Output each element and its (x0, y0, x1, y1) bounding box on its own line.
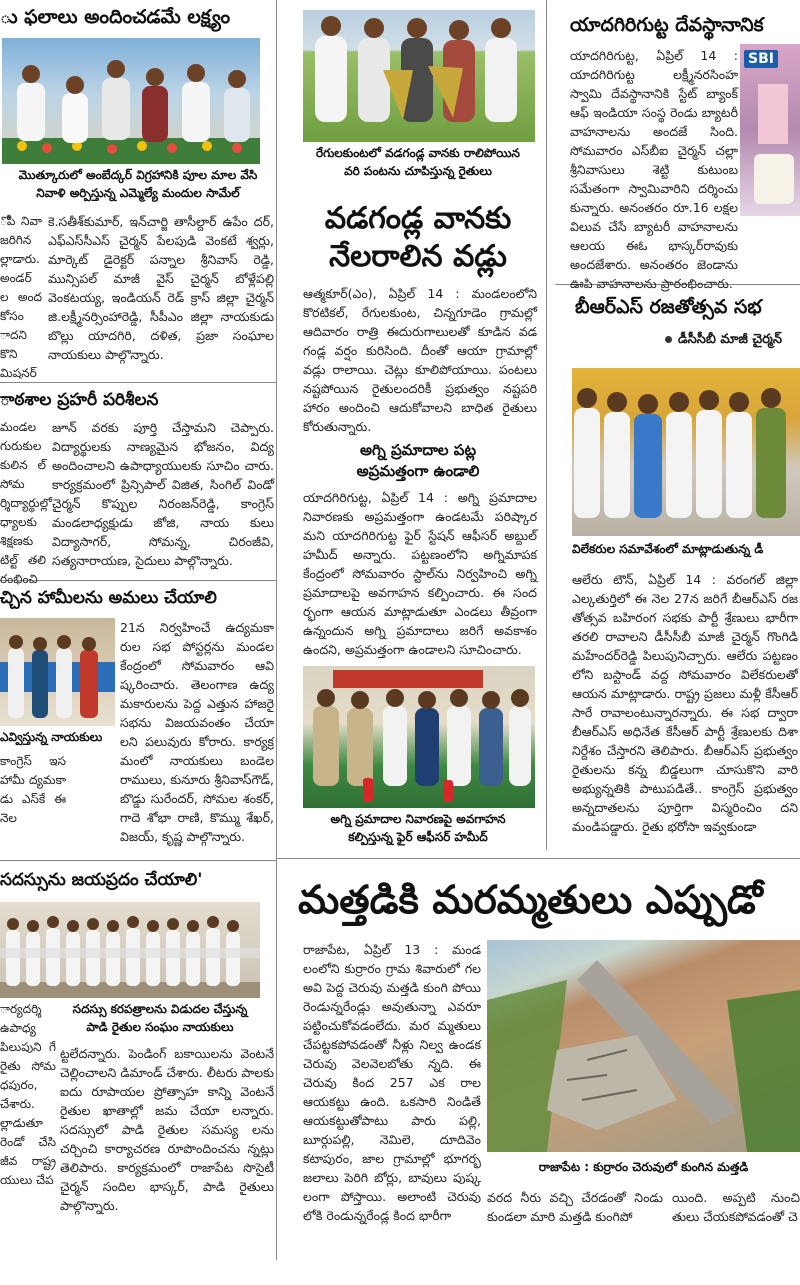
caption-damaged-weir: రాజాపేట : కుర్రారం చెరువులో కుంగిన మత్తడి (538, 1160, 749, 1174)
article-col1-s1-left: ోపి నివా జరిగిన ల్లాడారు. అండర్ ల అంద కోసం ాదని కొని మిషనర్ (0, 214, 42, 380)
headline-yadagirigutta: యాదగిరిగుట్ట దేవస్థానానిక (570, 14, 764, 36)
article-col1-s1-right: కె.సతీశ్‌కుమార్, ఇన్‌చార్జి తాసీల్దార్ ఉపేం దర్, ఎఫ్ఎస్‌సీఎస్ చైర్మన్ పేలపుడి వెంకటే శ్వర్లు, మార్కెట్ డైరెక్టర్ పన్నాల శ్రీనివాస్ రెడ్డి, మున్సిపల్ మాజీ వైస్ చైర్మన్ బోళ్లేపల్లి వెంకటయ్య, ఇండియన్ రెడ్ క్రాస్ జిల్లా చైర్మన్ జి.లక్ష్మీనర్సింహారెడ్డి, సీపీఎం జిల్లా నాయకుడు బొల్లు యాదగిరి, దళిత, ప్రజా సంఘాల నాయకులు పాల్గొన్నారు. (48, 214, 274, 362)
section-divider-col1-a (0, 382, 276, 383)
column-divider-2 (546, 0, 547, 850)
caption-line: కల్పిస్తున్న ఫైర్ ఆఫీసర్ హమీద్ (348, 830, 488, 844)
article-hailstorm: ఆత్మకూర్(ఎం), ఏప్రిల్ 14 : మండలంలోని కొరటికల్, రేగులకుంట, చిన్నగూడెం గ్రామల్లో ఆదివారం రాత్రి ఈదురుగాలులతో కూడిన వడ గండ్ల వర్షం కురిసింది. దీంతో ఆయా గ్రామాల్లో వడ్లు రాలాయి. చెట్లు కూలిపోయాయి. పంటలు నష్టపోయిన రైతులందరికీ ప్రభుత్వం నష్టపరి హారం అందించి ఆదుకోవాలని బాధిత రైతులు కోరుతున్నారు. (303, 286, 537, 434)
bullet-icon (665, 336, 672, 343)
caption-line: పాడి రైతుల సంఘం నాయకులు (86, 1020, 234, 1034)
article-col1-s3-right: 21న నిర్వహించే ఉద్యమకా రుల సభ పోస్టర్లను మండల కేంద్రంలో సోమవారం ఆవి ష్కరించారు. తెలంగాణ ఉద్య మకారులను పెద్ద ఎత్తున హాజరై సభను విజయవంతం చేయా లని పలువురు కోరారు. కార్యక్ర మంలో నాయకులు బండెల రాములు, కునూరు శ్రీనివాస్‌గౌడ్, బొడ్డు సురేందర్, సోమల శంకర్, గాదె శోభా రాణి, కొమ్ము శేఖర్, విజయ్, కృష్ణ పాల్గొన్నారు. (120, 620, 274, 844)
article-col1-s2-left: మండల గురుకుల కులిన ల్ సోమ ర్శిద్యార్థుల్లో ధ్యాలకు శిక్షణకు టిల్ట్ తలి రంభించి (0, 420, 52, 586)
press-meet-illustration (572, 368, 800, 536)
caption-col1-s4 (60, 1000, 260, 1036)
article-mattadi: రాజాపేట, ఏప్రిల్ 13 : మండ లంలోని కుర్రారం గ్రామ శివారులో గల అవి పెద్ద చెరువు మత్తడి కుంగి పోయి రెండున్నరేండ్లు అవుతున్నా ఎవరూ పట్టించుకోవడంలేదు. మర మ్మతులు చేపట్టకపోవడంతో నీళ్లు నిల్వ ఉండక చెరువు వెలవెలబోతు న్నది. ఈ చెరువు కింద 257 ఎక రాల ఆయకట్టు ఉంది. ఒకసారి నిండితే ఆయకట్టుతోపాటు పారు పల్లి, బూర్గుపల్లి, నెమిలె, దూదివెం కటాపురం, జాల గ్రామాల్లో భూగర్భ జలాలు పెరిగి బోర్లు, బావులు పుష్క లంగా పోస్తాయి. అలాంటి చెరువు లోకి రెండున్నరేండ్ల కింద భారీగా (303, 942, 481, 1223)
subheadline-fire-safety (290, 440, 546, 482)
caption-col1-s1 (0, 166, 276, 202)
photo-dairy-farmers (0, 902, 260, 998)
article-col1-s2-right: జూన్ వరకు పూర్తి చేస్తామని చెప్పారు. విద్యార్థులకు నాణ్యమైన భోజనం, విద్య అందించాలని ఉపాధ్యాయులకు సూచిం చారు. కార్యక్రమంలో ప్రిన్సిపాల్ విజిత, సింగిల్ విండో చైర్మన్ కొప్పుల నిరంజన్‌రెడ్డి, కాంగ్రెస్ మండలాధ్యక్షుడు జోజి, నాయ కులు విద్యాసాగర్, సోమన్న, చిరంజీవి, సత్యనారాయణ, సైదులు పాల్గొన్నారు. (52, 420, 274, 568)
crowd-illustration (2, 38, 260, 164)
article-col1-s3-left: కాంగ్రెస్ ఇస హామీ ద్యమకా డు ఎస్‌కే ఈ నెల (0, 754, 66, 825)
sbi-logo: SBI (744, 50, 778, 68)
article-sbi-vehicles-top: యాదగిరిగుట్ట, ఏప్రిల్ 14 : యాదగిరిగుట్ట లక్ష్మీనరసింహ స్వామి దేవస్థానానికి స్టేట్ బ్యాంక్ ఆఫ్ ఇండియా సంస్థ రెండు బ్యాటరీ వాహనాలను అందజే సింది. సోమవారం ఎస్‌బీఐ చైర్మన్ చల్లా శ్రీనివాసులు శెట్టి కుటుంబ సమేతంగా స్వామివారిని దర్శించు కున్నారు. అనంతరం రూ.16 లక్షల విలువ చేసే బ్యాటరీ వాహనాలను ఆలయ ఈఓ భాస్కర్‌రావుకు అందజేశారు. అనంతరం జెండాను ఊపి వాహనాలను ప్రారంభించారు. (570, 48, 738, 291)
headline-hailstorm (290, 200, 546, 275)
photo-paddy-farmers (303, 10, 535, 142)
article-col1-s4-left: ార్యదర్శి ఉపాధ్య పిలుపుని గే రైతు సోమ ధపురం, చేశారు. ల్లాడుతూ రెండో చేసి జీవ రాష్ట్ర యులు చేప (0, 1002, 56, 1187)
caption-line: సదస్సు కరపత్రాలను విడుదల చేస్తున్న (72, 1002, 248, 1016)
caption-fire-awareness (290, 810, 546, 846)
paddy-farmers-illustration (303, 10, 535, 142)
caption-line: మొత్కూరులో అంబేద్కర్ విగ్రహానికి పూల మాల వేసి (18, 168, 258, 182)
headline-mattadi: మత్తడికి మరమ్మతులు ఎప్పుడో (298, 877, 763, 923)
article-mattadi-tail-left: వరద నీరు వచ్చి చేరడంతో నిండు కుండలా మారి మత్తడి కుంగిపో (487, 1190, 663, 1224)
caption-line: రేగులకుంటలో వడగండ్ల వానకు రాలిపోయిన (316, 146, 520, 160)
temple-illustration (740, 44, 800, 216)
photo-press-meet (572, 368, 800, 536)
weir-illustration (487, 940, 800, 1152)
fire-officers-illustration (303, 666, 535, 808)
section-divider-col1-b (0, 580, 276, 581)
headline-col1-s3: చ్చిన హామీలను అమలు చేయాలి (0, 588, 217, 608)
photo-fire-awareness (303, 666, 535, 808)
article-fire-safety: యాదగిరిగుట్ట, ఏప్రిల్ 14 : అగ్ని ప్రమాదాల నివారణకు అప్రమత్తంగా ఉండటమే పరిష్కార మని యాదగిరిగుట్ట ఫైర్ స్టేషన్ ఆఫీసర్ అబ్దుల్ హమీద్ అన్నారు. పట్టణంలోని అగ్నిమాపక కేంద్రంలో సోమవారం స్టాల్‌ను నిర్వహించి అగ్ని ప్రమాదాలపై అవగాహన కల్పించారు. ఈ సంద ర్భంగా ఆయన మాట్లాడుతూ ఎండలు తీవ్రంగా ఉన్నందున అగ్ని ప్రమాదాలు జరిగే అవకాశం ఉందని, అప్రమత్తంగా ఉండాలని సూచించారు. (303, 490, 537, 657)
photo-damaged-weir (487, 940, 800, 1152)
article-col1-s4-right: ట్టలేదన్నారు. పెండింగ్ బకాయిలను వెంటనే చెల్లించాలని డిమాండ్ చేశారు. లీటరు పాలకు ఐదు రూపాయల ప్రోత్సాహ కాన్ని వెంటనే రైతుల ఖాతాల్లో జమ చేయా లన్నారు. సదస్సులో పాడి రైతుల సమస్య లను చర్చించి కార్యాచరణ రూపొందించను న్నట్లు తెలిపారు. కార్యక్రమంలో రాజాపేట సొసైటీ చైర్మన్ సందిల భాస్కర్, పాడి రైతులు పాల్గొన్నారు. (60, 1046, 274, 1213)
article-mattadi-tail-right: యింది. అప్పటి నుంచి తులు చేయకపోవడంతో చె (672, 1190, 800, 1224)
section-divider-col1-c (0, 860, 276, 861)
headline-col1-s4: సదస్సును జయప్రదం చేయాలి' (0, 870, 203, 890)
headline-col1-s2: ాఠశాల ప్రహరీ పరిశీలన (0, 390, 159, 410)
column-divider-1 (276, 0, 277, 860)
byline-dccb (665, 332, 800, 350)
headline-brs-rally: బీఆర్‌ఎస్ రజతోత్సవ సభ (575, 296, 762, 318)
article-brs-rally: ఆలేరు టౌన్, ఏప్రిల్ 14 : వరంగల్ జిల్లా ఎల్కతుర్తిలో ఈ నెల 27న జరిగే బీఆర్‌ఎస్ రజ తోత్సవ బహిరంగ సభకు పార్టీ శ్రేణులు భారీగా తరలి రావాలని డీసీసీబీ మాజీ చైర్మన్ గొంగిడి మహేందర్‌రెడ్డి పిలుపునిచ్చారు. ఆలేరు పట్టణం లోని బస్టాండ్ వద్ద సోమవారం విలేకరులతో ఆయన మాట్లాడారు. రాష్ట్ర ప్రజలు మళ్లీ కేసీఆర్ సారే రావాలంటున్నారన్నారు. ఈ సభ ద్వారా బీఆర్‌ఎస్ అధినేత కేసీఆర్ పార్టీ శ్రేణులకు దిశా నిర్దేశం చేస్తారని తెలిపారు. బీఆర్‌ఎస్ ప్రభుత్వం రైతులను కన్న బిడ్డలుగా చూసుకొని వారి అభ్యున్నతికి పాటుపడితే.. కాంగ్రెస్ ప్రభుత్వం అన్నదాతలను పూర్తిగా విస్మరించిం దని మండిపడ్డారు. రైతు భరోసా ఇవ్వకుండా (572, 572, 798, 834)
headline-line: వడగండ్ల వానకు (324, 201, 512, 236)
section-divider-bottom (276, 858, 800, 859)
headline-col1-s1: ు ఫలాలు అందించడమే లక్ష్యం (0, 6, 231, 28)
poster-group-illustration (0, 618, 115, 726)
caption-press-meet: విలేకరుల సమావేశంలో మాట్లాడుతున్న డీ (572, 542, 764, 556)
photo-sbi-temple (740, 44, 800, 216)
subheadline-line: అగ్ని ప్రమాదాల పట్ల (359, 441, 477, 459)
caption-line: నివాళి అర్పిస్తున్న ఎమ్మెల్యే మందుల సామేల్ (36, 186, 240, 200)
headline-line: నేలరాలిన వడ్లు (329, 238, 507, 274)
caption-line: అగ్ని ప్రమాదాల నివారణపై అవగాహన (330, 812, 506, 826)
column-divider-3 (276, 860, 277, 1260)
caption-line: వరి పంటను చూపిస్తున్న రైతులు (344, 164, 492, 178)
photo-poster-launch (0, 618, 115, 726)
byline-text: డీసీసీబీ మాజీ చైర్మన్ (678, 332, 782, 347)
subheadline-line: అప్రమత్తంగా ఉండాలి (356, 462, 480, 480)
caption-col1-s3: ఎవ్విస్తున్న నాయకులు (0, 730, 103, 744)
farmers-group-illustration (0, 902, 260, 998)
caption-col2-photo (290, 144, 546, 180)
photo-ambedkar-tribute (2, 38, 260, 164)
